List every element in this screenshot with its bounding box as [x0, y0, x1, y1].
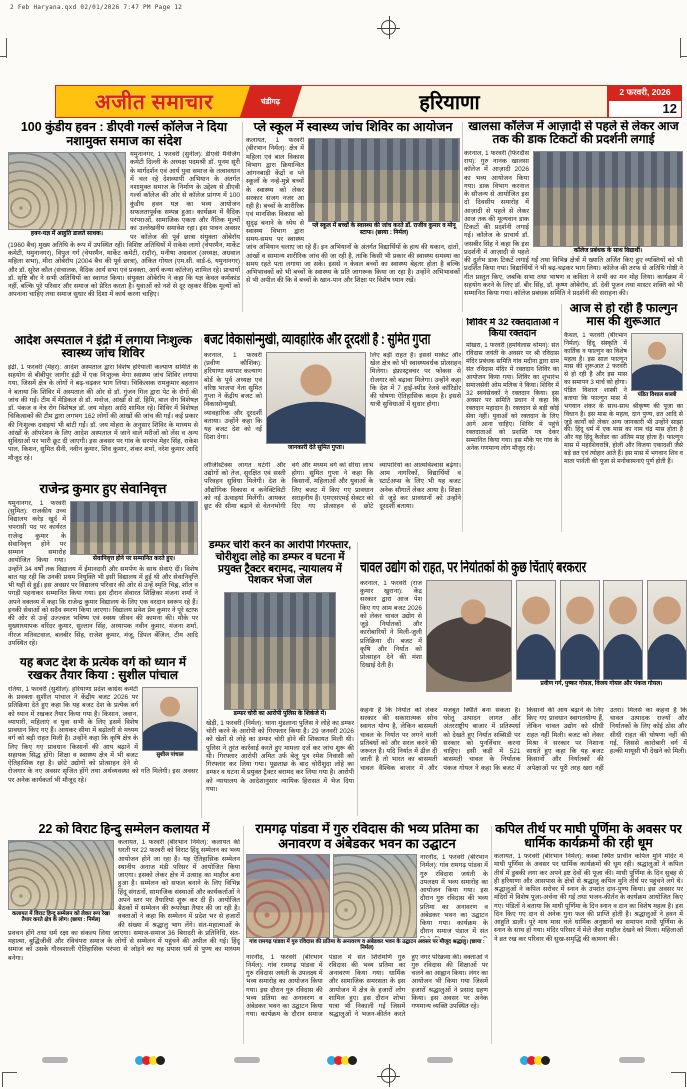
dumper-photo [224, 592, 336, 710]
article-body [8, 500, 198, 650]
rajendra-photo [70, 501, 198, 555]
body-text: कलायत, 1 फरवरी (बीरभान निर्मल): कलायत की धरती पर 22 फरवरी को विराट हिंदू सम्मेलन का भव्य आयोजन होने जा रहा है। यह ऐतिहासिक सम्मेलन स्थानीय अनाज मंडी परिसर में आयोजित किया जाएगा। इसको लेकर क्षेत्र में उत्साह का माहौल बना हुआ है। सम्मेलन को सफल बनाने के लिए विभिन्न हिंदू संगठनों, सामाजिक संस्थाओं और कार्यकर्ताओं ने अपने स्तर पर तैयारियां शुरू कर दी हैं। आयोजित बैठकों में सम्मेलन की रूपरेखा तैयार की जा रही है। वक्ताओं ने कहा कि सम्मेलन में प्रदेश भर से हजारों की संख्या में श्रद्धालु भाग लेंगे। संत-महात्माओं के प्रवचन होंगे तथा धर्म रक्षा का संकल्प लिया जाएगा। समाज-समाज 36 बिरादरी के प्रतिनिधि, संत-महात्मा, बुद्धिजीवी और रविचंपरा समाज के लोगों से सम्मेलन में पहुंचने की अपील की गई। हिंदू समाज को उसके गौरवशाली ऐतिहासिक परंपरा से जोड़ने का यह प्रयास धर्म से पुण्य का माध्यम बनेगा। [8, 839, 240, 962]
crop-mark-bottom-right [671, 1072, 686, 1087]
column-divider [201, 338, 202, 818]
body-text-bottom: कहना है कि निर्यात को लेकर सरकार की सकारात्मक सोच स्वागत योग्य है, लेकिन बासमती चावल के निर्यात पर लगने वाली प्रतिबंधों को और सरल करने की जरूरत है। यदि निर्यात में ढील दी जाती है तो भारत का बासमती चावल वैश्विक बाजार में और मजबूत स्थिति बना सकता है। घरेलू उत्पादन लागत और अंतरराष्ट्रीय बाजार में प्रतिस्पर्धा को देखते हुए निर्यात सब्सिडी पर सरकार को पुनर्विचार करना चाहिए। इसी कड़ी में 521 बासमती चावल के निर्यातक पंकज गोयल ने कहा कि बजट में किसानों की आय बढ़ाने के लिए किए गए प्रावधान स्वागतयोग्य हैं, लेकिन चावल उद्योग को सीधी राहत नहीं मिली। बजट को लेकर मिश्रा ने सरकार पर निशाना साधते हुए कहा कि यह बजट किसानों और निर्यातकों की अपेक्षाओं पर पूरी तरह खरा नहीं उतरा। मिलर्स का कहना है कि चावल उत्पादक राज्यों और निर्यातकों के लिए कोई ठोस और सीधी राहत की घोषणा नहीं की गई, जिससे कारोबारी वर्ग में हल्की मायूसी भी देखने को मिली। [360, 706, 687, 772]
playschool-photo [308, 138, 460, 222]
havan-photo-caption: हवन-यज्ञ में आहुति डालते साधक। [30, 231, 104, 237]
article-playschool [246, 120, 460, 330]
crop-mark-left-tick [0, 56, 6, 57]
body-text: कलायत, 1 फरवरी (बीरभान निर्मल): क्षेत्र में महिला एवं बाल विकास विभाग द्वारा क्रियान्वित आंगनबाड़ी केंद्रों व प्ले स्कूलों के नन्हे-मुन्ने बच्चों के स्वास्थ्य को लेकर सरकार सजग नजर आ रही है। बच्चों के शारीरिक एवं मानसिक विकास को सुदृढ़ बनाने के ध्येय से स्वास्थ्य विभाग द्वारा समय-समय पर स्वास्थ्य जांच अभियान चलाए जा रहे हैं। इन अभियानों के अंतर्गत विद्यार्थियों के हाथ की थकान, दांतों, आंखों व सामान्य शारीरिक जांच की जा रही है, ताकि किसी भी प्रकार की स्वास्थ्य समस्या का समय रहते पता लगाया जा सके। इससे न केवल बच्चों का स्वास्थ्य बेहतर होता है बल्कि अभिभावकों को भी बच्चों के स्वास्थ्य के प्रति जागरूक किया जा रहा है। उन्होंने अभिभावकों से भी अपील की कि वे बच्चों के खान-पान और शिक्षा पर विशेष ध्यान रखें। [246, 137, 460, 285]
date-page-block [608, 85, 682, 118]
chawal-portraits-row [516, 580, 687, 680]
virat-photo [8, 840, 114, 910]
headline-sumit-budget: बजट विकासोन्मुखी, व्यावहारिक और दूरदर्शी है : सुमित गुप्ता [204, 332, 431, 348]
article-body [464, 150, 683, 320]
ramgarh-photo-2 [333, 854, 417, 938]
crop-mark-top-right [680, 38, 681, 58]
page-number-box [608, 101, 682, 118]
article-raktdan [466, 318, 559, 534]
registration-crosshair-bottom [381, 1068, 396, 1083]
paper-logo [55, 85, 253, 118]
article-body [466, 342, 559, 522]
sumit-photo-figure [266, 352, 366, 460]
article-adesh [8, 334, 198, 480]
virat-photo-figure [8, 840, 114, 924]
article-body [8, 839, 240, 1041]
article-body [564, 332, 683, 528]
playschool-photo-caption: प्ले स्कूल में बच्चों के स्वास्थ्य की जांच करते डॉ. राजीव कुमार व मोनू स्टाफ। (छाया : निर्मल) [312, 223, 456, 236]
body-text-left: करनाल, 1 फरवरी (राज कुमार खुराना): केंद्र सरकार द्वारा आज पेश किए गए आम बजट 2026 को लेकर चावल उद्योग से जुड़े निर्यातकों और कारोबारियों ने मिली-जुली प्रतिक्रिया दी। बजट में कृषि और निर्यात को प्रोत्साहन देने की मंशा दिखाई देती है। [360, 579, 422, 670]
body-text: यमुनानगर, 1 फरवरी (सुनील): डीएवी मैनेजिंग कमेटी दिल्ली के अध्यक्ष पदमश्री डॉ. पूनम सूरी के मार्गदर्शन एवं आर्य युवा समाज के तत्वावधान में चल रहे देशव्यापी अभियान के अंतर्गत नशामुक्त समाज के निर्माण के उद्देश्य से डीएवी गर्ल्स कॉलेज की ओर से कॉलेज प्रांगण में 100 कुंडीय हवन यज्ञ का भव्य आयोजन सफलतापूर्वक सम्पन्न हुआ। कार्यक्रम में वैदिक परंपराओं, सामाजिक एकता और नैतिक मूल्यों का उल्लेखनीय समावेश रहा। इस पावन अवसर पर कॉलेज की पूर्व छात्रा संयुक्ता ओबेरॉय (1960 बैच) मुख्य अतिथि के रूप में उपस्थित रहीं। विशिष्ट अतिथियों में राकेश लागो (चेयरमैन, मार्केट कमेटी, यमुनानगर), विपुल गर्ग (चेयरमैन, मार्केट कमेटी, रादौर), मनीषा अग्रवाल (अध्यक्ष, अग्रवाल महिला सभा), मीरा ओबेरॉय (2004 बैच की पूर्व छात्रा), अंकित गोयल (एम.सी. वार्ड-6, यमुनानगर) और डॉ. सुरेश कौल (संचालक, वैदिक आर्य सभा एवं प्रवक्ता, आर्य कन्या कॉलेज) शामिल रहे। प्राचार्या डॉ. सृष्टि बौर ने सभी अतिथियों का स्वागत किया। संयुक्ता ओबेरॉय ने कहा कि यज्ञ केवल कर्मकांड नहीं, बल्कि पूरे परिवार और समाज को प्रेरित करता है। युवाओं को नशे से दूर रहकर वैदिक मूल्यों को अपनाना चाहिए तथा समाज सुधार की दिशा में कार्य करना चाहिए। [8, 151, 240, 299]
ramgarh-photo-row [246, 854, 488, 938]
page-number: 12 [662, 101, 677, 117]
gray-registration-mark [234, 1057, 260, 1063]
cmyk-dots [329, 1056, 357, 1065]
gray-registration-mark [619, 1057, 645, 1063]
chawal-portraits-caption: प्रवीण गर्ग, पुष्कर गोयल, विजय गोयल और पंकज गोयल। [540, 680, 663, 687]
gray-registration-mark [427, 1057, 453, 1063]
khalsa-photo [533, 151, 683, 247]
registration-crosshair-top [381, 20, 396, 35]
column-divider [491, 826, 492, 1044]
edition-label: चंडीगढ़ [261, 96, 281, 106]
ramgarh-photo-1 [246, 854, 330, 938]
article-sushil [8, 656, 198, 818]
print-info-line: 2 Feb Haryana.qxd 02/01/2026 7:47 PM Page 12 [10, 4, 183, 11]
column-divider [243, 826, 244, 1044]
crop-mark-right-tick [681, 56, 687, 57]
dumper-photo-caption: डम्फर चोरी का आरोपी पुलिस के शिकंजे में। [233, 711, 327, 717]
body-text: खेड़ी, 1 फरवरी (निर्मल): थाना मुंडलाना पुलिस ने लोहे का डम्फर चोरी करने के आरोपी को गिरफ्तार किया है। 29 जनवरी 2026 को खेतों से लोहे का डम्फर चोरी होने की शिकायत मिली थी। पुलिस ने तुरंत कार्रवाई करते हुए मामला दर्ज कर जांच शुरू की थी। गिरफ्तार आरोपी अमित उर्फ बेलू पुत्र रमेश निवासी को गिरफ्तार कर लिया गया। पूछताछ के बाद चोरीशुदा लोहे का डम्फर व घटना में प्रयुक्त ट्रैक्टर बरामद कर लिया गया है। आरोपी को न्यायालय के आदेशानुसार न्यायिक हिरासत में भेज दिया गया। [206, 719, 354, 793]
masthead [55, 85, 682, 118]
crop-mark-top-left [6, 38, 7, 58]
body-text-left: करनाल, 1 फरवरी (प्रवीण कौशिक): हरियाणा व्यापार कल्याण बोर्ड के पूर्व अध्यक्ष एवं वरिष्ठ भाजपा नेता सुमित गुप्ता ने केंद्रीय बजट को विकासोन्मुखी, व्यावहारिक और दूरदर्शी बताया। उन्होंने कहा कि यह बजट देश को नई दिशा देगा। [204, 351, 262, 442]
havan-photo [8, 152, 126, 230]
falgun-photo-caption: पंडित विशाल शास्त्री [637, 391, 677, 398]
headline-falgun: आज से हो रही है फाल्गुन मास की शुरूआत [569, 302, 678, 329]
body-text: मोखरा, 1 फरवरी (हमविलास थोमन): संत रविदास जयंती के अवसर पर श्री रविदास मंदिर प्रबंधक समिति गांव मदीना द्वारा ग्राम संत रविदास मंदिर में रक्तदान शिविर का आयोजन किया गया। शिविर का शुभारंभ समाजसेवी ओम मलिक ने किया। शिविर में 32 स्वयंसेवकों ने रक्तदान किया। इस अवसर पर समिति प्रधान ने कहा कि रक्तदान महादान है। रक्तदान से बड़ी कोई सेवा नहीं। युवाओं को रक्तदान के लिए आगे आना चाहिए। शिविर में पहुंचे रक्तदाताओं को प्रशस्ति पत्र देकर सम्मानित किया गया। इस मौके पर गांव के अनेक गणमान्य लोग मौजूद रहे। [466, 342, 559, 452]
article-body [494, 853, 683, 1023]
body-text: इंद्री, 1 फरवरी (मेहर): आदेश अस्पताल द्वारा विशेष हरियाली कल्याण समिति के सहयोग से बीबीपुर जागीर इंद्री में एक निःशुल्क मेगा स्वास्थ्य जांच शिविर लगाया गया, जिसमें क्षेत्र के लोगों ने बढ़-चढ़कर भाग लिया। चिकित्सक रामकुमार बहलान ने बताया कि शिविर में अस्पताल की ओर से डॉ. गुंजन गिल द्वारा पेट के रोगों की जांच की गई। टीम में मेडिकल से डॉ. मनोज, आंखों से डॉ. हिमि, बाल रोग विशेषज्ञ डॉ. पंकज व नेत्र रोग विशेषज्ञ डॉ. जय मोहरा आदि शामिल रहे। शिविर में विशेषज्ञ चिकित्सकों की टीम द्वारा लगभग 162 लोगों की आंखों की जांच की गई। कई प्रकार की निःशुल्क दवाइयां भी बांटी गईं। डॉ. जय मोहरा के अनुसार शिविर के माध्यम से आंखों के ऑपरेशन के लिए आदेश अस्पताल में जाने वाले मरीजों को लेंस व अन्य सुविधाओं पर भारी छूट दी जाएगी। इस अवसर पर गांव के सरपंच मेहर सिंह, राकेश पाल, किशन, सुमित सैनी, नवीन कुमार, शिव कुमार, शंकर शर्मा, नरेश कुमार आदि मौजूद रहे। [8, 363, 198, 462]
headline-dumper: डम्फर चोरी करने का आरोपी गिरफ्तार, चोरीशुदा लोहे का डम्फर व घटना में प्रयुक्त ट्रैक्टर बरामद, न्यायालय में पेशकर भेजा जेल [208, 540, 352, 587]
article-dumper [206, 540, 354, 818]
rajendra-photo-figure [70, 501, 198, 563]
issue-date: 2 फरवरी, 2026 [608, 85, 682, 101]
sumit-top-block [204, 352, 461, 460]
headline-raktdan: शिविर में 32 रक्तदाताओं ने किया रक्तदान [466, 318, 559, 339]
headline-playschool: प्ले स्कूल में स्वास्थ्य जांच शिविर का आयोजन [253, 120, 453, 134]
falgun-photo [631, 333, 683, 391]
headline-adesh: आदेश अस्पताल ने इंद्री में लगाया निःशुल्क स्वास्थ्य जांच शिविर [14, 334, 192, 361]
article-body [8, 151, 240, 323]
falgun-photo-figure [631, 333, 683, 398]
body-text: कलायत, 1 फरवरी (बीरभान निर्मल): कस्बा स्थित प्राचीन कपिल मुनि मंदिर में माघी पूर्णिमा के अवसर पर धार्मिक कार्यक्रमों की धूम रही। श्रद्धालुओं ने कपिल तीर्थ में डुबकी लगा कर अपने इष्ट देवों की पूजा की। माघी पूर्णिमा के दिन सुबह से ही हरियाणा और आसपास के क्षेत्रों से श्रद्धालु कपिल मुनि तीर्थ पर पहुंचने लगे थे। श्रद्धालुओं ने कपिल सरोवर में स्नान के उपरांत दान-पुण्य किया। इस अवसर पर मंदिरों में विशेष पूजा-अर्चना की गई तथा भजन-कीर्तन के कार्यक्रम आयोजित किए गए। पंडितों ने बताया कि माघी पूर्णिमा के दिन स्नान व दान का विशेष महत्व है। इस दिन किए गए दान से अनेक गुना फल की प्राप्ति होती है। श्रद्धालुओं ने हवन में आहुति डाली। पूरे माघ मास चले धार्मिक अनुष्ठानों का समापन माघी पूर्णिमा के स्नान के साथ हो गया। मंदिर परिसर में मेले जैसा माहौल देखने को मिला। महिलाओं ने व्रत रख कर परिवार की सुख-समृद्धि की कामना की। [494, 853, 683, 943]
havan-photo-figure [8, 152, 126, 238]
column-divider [357, 542, 358, 816]
article-virat [8, 822, 240, 1046]
edition-ribbon [240, 85, 303, 118]
article-chawal [360, 560, 687, 818]
body-text: रतिया, 1 फरवरी (सुशील): हरियाणा प्रदेश कांग्रेस कमेटी के प्रवक्ता सुशील पांचाल ने केंद्रीय बजट 2026 पर प्रतिक्रिया देते हुए कहा कि यह बजट देश के प्रत्येक वर्ग को ध्यान में रखकर तैयार किया गया है। किसान, जवान, व्यापारी, महिलाएं व युवा सभी के लिए इसमें विशेष प्रावधान किए गए हैं। आयकर सीमा में बढ़ोतरी से मध्यम वर्ग को बड़ी राहत मिली है। उन्होंने कहा कि कृषि क्षेत्र के लिए किए गए प्रावधान किसानों की आय बढ़ाने में सहायक सिद्ध होंगे। शिक्षा व स्वास्थ्य क्षेत्र में भी बजट ऐतिहासिक रहा है। छोटे उद्योगों को प्रोत्साहन देने से रोजगार के नए अवसर सृजित होंगे तथा अर्थव्यवस्था को गति मिलेगी। इस अवसर पर अनेक कार्यकर्ता भी मौजूद रहे। [8, 685, 198, 784]
article-body [246, 137, 460, 305]
headline-chawal: चावल उद्योग को राहत, पर निर्यातकों की कुछ चिंताएं बरकरार [360, 560, 587, 576]
khalsa-photo-figure [533, 151, 683, 255]
body-text-side: नारनौंद, 1 फरवरी (बीरभान निर्मल): गांव रामगढ़ पांडवा में गुरु रविदास जयंती के उपलक्ष्य में भव्य समारोह का आयोजन किया गया। इस दौरान गुरु रविदास की भव्य प्रतिमा का अनावरण व अंबेडकर भवन का उद्घाटन किया गया। कार्यक्रम के दौरान समाज पंडाल में संत [420, 854, 488, 936]
portrait-vijay-goyal [603, 580, 643, 680]
section-band [291, 85, 608, 118]
gray-registration-mark [42, 1057, 68, 1063]
playschool-photo-figure [308, 138, 460, 237]
body-text-bottom: नारनौंद, 1 फरवरी (बीरभान निर्मल): गांव रामगढ़ पांडवा में गुरु रविदास जयंती के उपलक्ष्य में भव्य समारोह का आयोजन किया गया। इस दौरान गुरु रविदास की भव्य प्रतिमा का अनावरण व अंबेडकर भवन का उद्घाटन किया गया। कार्यक्रम के दौरान समाज पंडाल में संत शिरोमणि गुरु रविदास की भव्य प्रतिमा का अनावरण किया गया। धार्मिक और सामाजिक समरसता के इस आयोजन में क्षेत्र के हजारों लोग शामिल हुए। इस दौरान शोभा यात्रा भी निकाली गई जिसमें श्रद्धालुओं ने भजन-कीर्तन करते हुए नगर परिक्रमा की। वक्ताओं ने गुरु रविदास की शिक्षाओं पर चलने का आह्वान किया। लंगर का आयोजन भी किया गया जिसमें हजारों श्रद्धालुओं ने प्रसाद ग्रहण किया। इस अवसर पर अनेक गणमान्य व्यक्ति उपस्थित रहे। [246, 953, 488, 1019]
section-title: हरियाणा [419, 92, 480, 114]
headline-rajendra: राजेन्द्र कुमार हुए सेवानिवृत्त [39, 482, 167, 496]
article-khalsa [464, 120, 683, 332]
body-text: कैथल, 1 फरवरी (बीरभान निर्मल): हिंदू संस्कृति में कार्तिक व फाल्गुन का विशेष महत्व है। इस साल फाल्गुन मास की शुरूआत 2 फरवरी से हो रही है और इस मास का समापन 3 मार्च को होगा। पंडित विशाल शास्त्री ने बताया कि फाल्गुन मास में भगवान शंकर के साथ-साथ श्रीकृष्ण की पूजा का विधान है। इस मास के महत्व, दान पुण्य, व्रत आदि से जुड़े कार्यों को लेकर अन्य जानकारी भी उन्होंने साझा की। हिंदू धर्म में एक मास का नाम चंद्र मास होता है और यह हिंदू कैलेंडर का अंतिम माह होता है। फाल्गुन मास में महाशिवरात्रि, होली और विजया एकादशी जैसे बड़े व्रत एवं त्योहार आते हैं। इस मास में भगवान शिव व माता पार्वती की पूजा से मनोकामनाएं पूर्ण होती हैं। [564, 331, 683, 465]
body-text: यमुनानगर, 1 फरवरी (सुमित): राजकीय उच्च विद्यालय करेड़ खुर्द में चपरासी पद पर कार्यरत राजेन्द्र कुमार के सेवानिवृत्त होने पर सम्मान समारोह आयोजित किया गया। उन्होंने 34 वर्षों तक विद्यालय में ईमानदारी और समर्पण के साथ सेवाएं दीं। विशेष बात यह रही कि उनकी प्रथम नियुक्ति भी इसी विद्यालय में हुई थी और सेवानिवृत्ति भी यहीं से हुई। इस अवसर पर विद्यालय परिवार की ओर से उन्हें स्मृति चिह्न, शॉल व पगड़ी पहनाकर सम्मानित किया गया। इस दौरान सेवारत शिक्षिका मंजना शर्मा ने अपने वक्तव्य में कहा कि राजेन्द्र कुमार विद्यालय के लिए एक वरदान स्वरूप रहे हैं। इनकी सेवाओं को सदैव स्मरण किया जाएगा। विद्यालय प्रवेश प्रेम कुमार ने पूरे स्टाफ की ओर से उन्हें उज्ज्वल भविष्य एवं स्वस्थ जीवन की कामना की। मौके पर मुख्याध्यापक वरिंदर कुमार, सुल्तान सिंह, अध्यापक नवीन कुमार, मंजना शर्मा, नीरज मतिवटवाल, बलबीर सिंह, राजेश कुमार, मंजू, डिंपल बेंजिल, टीम आदि उपस्थित रहे। [8, 499, 198, 647]
portrait-pankaj-goyal [647, 580, 687, 680]
article-havan [8, 120, 240, 332]
article-sumit-budget [204, 332, 461, 534]
article-body [8, 686, 198, 812]
column-divider [242, 122, 243, 312]
column-divider [462, 122, 463, 312]
crop-mark-bottom-left [2, 1072, 17, 1087]
article-falgun [564, 302, 683, 534]
body-text: करनाल, 1 फरवरी (फिरदौस राय): गुरु नानक खालसा कॉलेज में आज़ादी 2026 का भव्य आयोजन किया गया। डाक विभाग करनाल के सौजन्य से आयोजित इस दो दिवसीय समारोह में आज़ादी से पहले से लेकर आज तक की मूल्यवान डाक टिकटों की प्रदर्शनी लगाई गई। कॉलेज के प्राचार्य डॉ. जसबीर सिंह ने कहा कि इस प्रदर्शनी में आज़ादी से पहले की दुर्लभ डाक टिकटें लगाई गईं तथा विभिन्न क्षेत्रों में ख्याति अर्जित किए हुए व्यक्तियों को भी प्रदर्शित किया गया। विद्यार्थियों ने भी बढ़-चढ़कर भाग लिया। कॉलेज की तरफ से अतिथि गोष्ठी ने गीत प्रस्तुत किए, जबकि सभा तथा भाषण व कविता ने सभी का मन मोह लिया। कार्यक्रम में सहयोग करने के लिए डॉ. बीर सिंह, डॉ. कृष्ण ओबेरॉय, डॉ. देवी पूजन तथा मास्टर शक्ति को भी सम्मानित किया गया। कॉलेज प्रबंधक समिति ने प्रदर्शनी की सराहना की। [464, 149, 683, 298]
rajendra-photo-caption: सेवानिवृत्त होने पर सम्मानित करते हुए। [92, 555, 176, 562]
column-divider [561, 304, 562, 532]
article-kapil [494, 822, 683, 1046]
body-text-right: लिए बड़ी राहत है। इससे मार्केट और खेल क्षेत्र को भी स्वास्थ्यवर्धक प्रोत्साहन मिलेगा। इंफ्रास्ट्रक्चर पर फोकस से रोजगार को बढ़ावा मिलेगा। उन्होंने कहा कि देश में 7 हाई-स्पीड रेलवे कॉरिडोर की घोषणा ऐतिहासिक कदम है। इससे यात्री सुविधाओं में सुधार होगा। [370, 351, 461, 409]
article-body [8, 364, 198, 474]
virat-photo-caption: कलायत में विराट हिन्दू सम्मेलन को लेकर रूप रेखा तैयार करते क्षेत्र के लोग। (छाया : निर्मल) [12, 911, 110, 924]
ramgarh-photo-caption: गांव रामगढ़ पांडवा में गुरु रविदास की प्रतिमा के अनावरण व अंबेडकर भवन के उद्घाटन अवसर पर मौजूद श्रद्धालु। (छाया : निर्मल) [249, 939, 485, 952]
chawal-desk-photo-figure [426, 580, 512, 704]
khalsa-photo-caption: कॉलेज प्रबंधक के साथ विद्यार्थी। [573, 247, 643, 254]
body-text-bottom: लॉजिस्टिक्स लागत घटेगी और उद्योगों को तेज, सुरक्षित एवं सस्ती परिवहन सुविधा मिलेगी। देश के औद्योगिक विकास व कनेक्टिविटी को नई ऊंचाइयां मिलेंगी। आयकर छूट की सीमा बढ़ाने से वेतनभोगी वर्ग और मध्यम वर्ग को सीधा लाभ होगा। सुमित गुप्ता ने कहा कि किसानों, महिलाओं और युवाओं के लिए बजट में किए गए प्रावधान सराहनीय हैं। एमएसएमई सेक्टर को दिए गए प्रोत्साहन से छोटे व्यापारियों का आत्मविश्वास बढ़ेगा। आम नागरिकों, विद्यार्थियों व स्टार्टअप्स के लिए भी यह बजट अनेक सौगातें लेकर आया है। शिक्षा से जुड़े कर प्रावधानों को उन्होंने दूरदर्शी बताया। [204, 461, 461, 511]
cmyk-dots [522, 1056, 550, 1065]
sumit-photo [266, 352, 366, 444]
sushil-photo-caption: सुशील पांचाल [156, 751, 184, 758]
sumit-photo-caption: जानकारी देते सुमित गुप्ता। [287, 444, 345, 451]
dumper-photo-figure [224, 592, 336, 718]
chawal-desk-photo [426, 580, 512, 692]
headline-virat: 22 को विराट हिन्दु सम्मेलन कलायत में [38, 822, 210, 836]
headline-havan: 100 कुंडीय हवन : डीएवी गर्ल्स कॉलेज ने दिया नशामुक्त समाज का संदेश [20, 120, 228, 148]
headline-khalsa: खालसा कॉलेज में आज़ादी से पहले से लेकर आज तक की डाक टिकटों की प्रदर्शनी लगाई [468, 120, 679, 147]
headline-ramgarh: रामगढ़ पांडवा में गुरु रविदास की भव्य प्रतिमा का अनावरण व अंबेडकर भवन का उद्घाटन [255, 822, 479, 851]
portrait-pushkar-goyal [560, 580, 600, 680]
portrait-praveen-garg [516, 580, 556, 680]
column-divider [462, 318, 463, 532]
article-rajendra [8, 482, 198, 654]
sushil-photo [142, 687, 198, 751]
chawal-top-block [360, 580, 687, 704]
cmyk-dots [137, 1056, 165, 1065]
paper-name: अजीत समाचार [94, 90, 214, 114]
article-body [206, 590, 354, 816]
sushil-photo-figure [142, 687, 198, 758]
headline-kapil: कपिल तीर्थ पर माघी पूर्णिमा के अवसर पर धार्मिक कार्यक्रमों की रही धूम [495, 822, 682, 850]
registration-color-bar [42, 1054, 645, 1066]
headline-sushil: यह बजट देश के प्रत्येक वर्ग को ध्यान में रखकर तैयार किया : सुशील पांचाल [19, 656, 187, 683]
article-ramgarh [246, 822, 488, 1046]
chawal-portraits-block [516, 580, 687, 704]
